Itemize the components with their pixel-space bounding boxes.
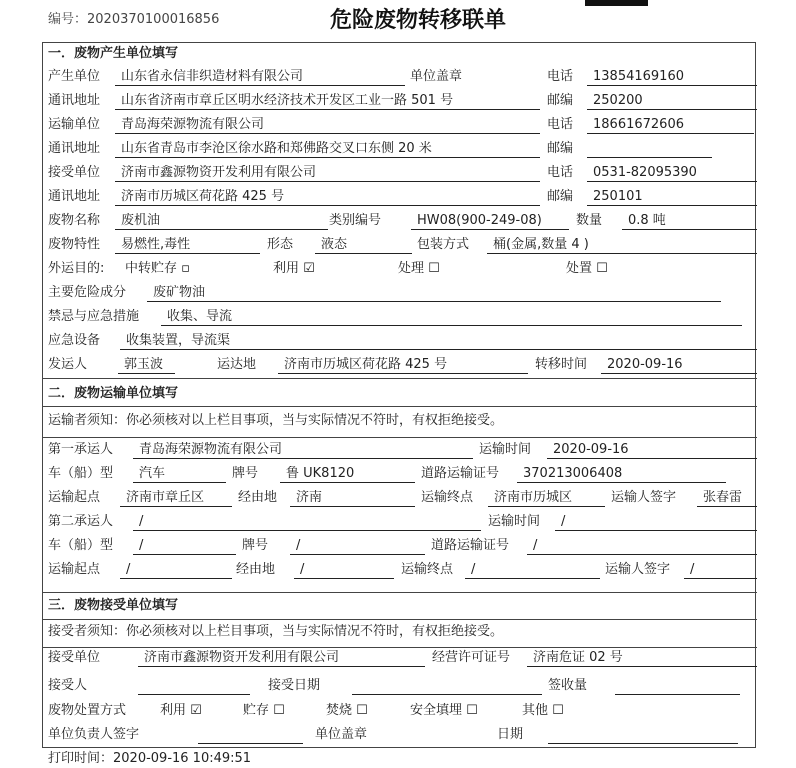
waste-name-label: 废物名称 xyxy=(48,213,101,228)
permit-label: 道路运输证号 xyxy=(431,538,510,553)
second-via-field[interactable]: / xyxy=(294,562,394,579)
property-label: 废物特性 xyxy=(48,237,101,252)
seal-label: 单位盖章 xyxy=(315,727,368,742)
disposal-options-2: 焚烧 ☐ xyxy=(326,703,368,718)
receiver-phone-field[interactable]: 0531-82095390 xyxy=(587,165,757,182)
category-field[interactable]: HW08(900-249-08) xyxy=(411,213,569,230)
sign-label: 运输人签字 xyxy=(605,562,671,577)
zip-label: 邮编 xyxy=(547,189,574,204)
shipper-field[interactable]: 郭玉波 xyxy=(118,357,175,374)
license-label: 经营许可证号 xyxy=(432,650,511,665)
receiver-addr-field[interactable]: 济南市历城区荷花路 425 号 xyxy=(115,189,540,206)
transporter-zip-field[interactable] xyxy=(587,141,712,158)
permit-label: 道路运输证号 xyxy=(421,466,500,481)
first-vehicle-field[interactable]: 汽车 xyxy=(133,466,226,483)
transfer-time-field[interactable]: 2020-09-16 xyxy=(601,357,757,374)
row-divider xyxy=(42,647,757,648)
waste-name-field[interactable]: 废机油 xyxy=(115,213,328,230)
sign-label: 运输人签字 xyxy=(611,490,677,505)
date-label: 接受日期 xyxy=(268,678,321,693)
second-end-field[interactable]: / xyxy=(465,562,600,579)
date-field[interactable] xyxy=(352,678,542,695)
page-title: 危险废物转移联单 xyxy=(330,8,507,33)
row-divider xyxy=(42,437,757,438)
section-heading: 一．废物产生单位填写 xyxy=(48,46,179,61)
seal-label: 单位盖章 xyxy=(410,69,463,84)
person-label: 接受人 xyxy=(48,678,88,693)
start-label: 运输起点 xyxy=(48,490,101,505)
purpose-options-3: 处置 ☐ xyxy=(566,261,608,276)
via-label: 经由地 xyxy=(236,562,276,577)
producer-zip-field[interactable]: 250200 xyxy=(587,93,757,110)
destination-label: 运达地 xyxy=(217,357,257,372)
equipment-field[interactable]: 收集装置，导流渠 xyxy=(120,333,757,350)
plate-label: 牌号 xyxy=(242,538,269,553)
addr-label: 通讯地址 xyxy=(48,93,101,108)
producer-field[interactable]: 山东省永信非织造材料有限公司 xyxy=(115,69,405,86)
end-label: 运输终点 xyxy=(401,562,454,577)
phone-label: 电话 xyxy=(547,117,574,132)
transporter-field[interactable]: 青岛海荣源物流有限公司 xyxy=(115,117,540,134)
second-carrier-field[interactable]: / xyxy=(133,514,481,531)
license-field[interactable]: 济南危证 02 号 xyxy=(527,650,757,667)
serial-number: 编号：2020370100016856 xyxy=(48,12,220,27)
transporter-label: 运输单位 xyxy=(48,117,101,132)
transporter-phone-field[interactable]: 18661672606 xyxy=(587,117,754,134)
qr-code-fragment xyxy=(585,0,648,6)
shipper-label: 发运人 xyxy=(48,357,88,372)
quantity-field[interactable]: 0.8 吨 xyxy=(622,213,757,230)
row-divider xyxy=(42,619,757,620)
day-label: 日期 xyxy=(497,727,524,742)
producer-phone-field[interactable]: 13854169160 xyxy=(587,69,757,86)
taboo-label: 禁忌与应急措施 xyxy=(48,309,140,324)
disposal-options-1: 贮存 ☐ xyxy=(243,703,285,718)
phone-label: 电话 xyxy=(547,69,574,84)
first-start-field[interactable]: 济南市章丘区 xyxy=(120,490,232,507)
person-field[interactable] xyxy=(138,678,250,695)
first-carrier-field[interactable]: 青岛海荣源物流有限公司 xyxy=(133,442,473,459)
packaging-field[interactable]: 桶(金属,数量 4 ) xyxy=(487,237,757,254)
form-label: 形态 xyxy=(267,237,294,252)
time-label: 运输时间 xyxy=(479,442,532,457)
disposal-options-4: 其他 ☐ xyxy=(522,703,564,718)
start-label: 运输起点 xyxy=(48,562,101,577)
first-time-field[interactable]: 2020-09-16 xyxy=(547,442,757,459)
receiver-field[interactable]: 济南市鑫源物资开发利用有限公司 xyxy=(138,650,425,667)
property-field[interactable]: 易燃性,毒性 xyxy=(115,237,260,254)
hazard-field[interactable]: 废矿物油 xyxy=(147,285,721,302)
notice: 运输者须知：你必须核对以上栏目事项，当与实际情况不符时，有权拒绝接受。 xyxy=(48,413,504,428)
row-divider xyxy=(42,406,757,407)
receiver-label: 接受单位 xyxy=(48,650,101,665)
time-label: 运输时间 xyxy=(488,514,541,529)
section-heading: 三．废物接受单位填写 xyxy=(48,598,179,613)
producer-label: 产生单位 xyxy=(48,69,101,84)
addr-label: 通讯地址 xyxy=(48,189,101,204)
transporter-addr-field[interactable]: 山东省青岛市李沧区徐水路和郑佛路交叉口东侧 20 米 xyxy=(115,141,540,158)
second-plate-field[interactable]: / xyxy=(290,538,425,555)
second-start-field[interactable]: / xyxy=(120,562,232,579)
zip-label: 邮编 xyxy=(547,141,574,156)
second-carrier-label: 第二承运人 xyxy=(48,514,114,529)
form-field[interactable]: 液态 xyxy=(315,237,412,254)
section-heading: 二．废物运输单位填写 xyxy=(48,386,179,401)
transfer-time-label: 转移时间 xyxy=(535,357,588,372)
disposal-options-3: 安全填埋 ☐ xyxy=(410,703,478,718)
plate-label: 牌号 xyxy=(232,466,259,481)
signer-field[interactable] xyxy=(198,727,303,744)
via-label: 经由地 xyxy=(238,490,278,505)
vehicle-label: 车（船）型 xyxy=(48,466,114,481)
zip-label: 邮编 xyxy=(547,93,574,108)
amount-label: 签收量 xyxy=(548,678,588,693)
end-label: 运输终点 xyxy=(421,490,474,505)
first-sign-field[interactable]: 张春雷 xyxy=(697,490,757,507)
purpose-options-2: 处理 ☐ xyxy=(398,261,440,276)
addr-label: 通讯地址 xyxy=(48,141,101,156)
receiver-label: 接受单位 xyxy=(48,165,101,180)
packaging-label: 包装方式 xyxy=(417,237,470,252)
phone-label: 电话 xyxy=(547,165,574,180)
quantity-label: 数量 xyxy=(576,213,603,228)
signer-label: 单位负责人签字 xyxy=(48,727,140,742)
row-divider xyxy=(42,378,757,379)
category-label: 类别编号 xyxy=(329,213,382,228)
disposal-options-0: 利用 ☑ xyxy=(160,703,202,718)
disposal-label: 废物处置方式 xyxy=(48,703,127,718)
producer-addr-field[interactable]: 山东省济南市章丘区明水经济技术开发区工业一路 501 号 xyxy=(115,93,540,110)
notice: 接受者须知：你必须核对以上栏目事项，当与实际情况不符时，有权拒绝接受。 xyxy=(48,624,504,639)
row-divider xyxy=(42,592,757,593)
second-permit-field[interactable]: / xyxy=(527,538,757,555)
second-time-field[interactable]: / xyxy=(555,514,757,531)
vehicle-label: 车（船）型 xyxy=(48,538,114,553)
purpose-options-1: 利用 ☑ xyxy=(273,261,315,276)
first-plate-field[interactable]: 鲁 UK8120 xyxy=(280,466,415,483)
print-time: 打印时间：2020-09-16 10:49:51 xyxy=(48,751,252,766)
receiver-field[interactable]: 济南市鑫源物资开发利用有限公司 xyxy=(115,165,540,182)
day-field[interactable] xyxy=(548,727,738,744)
first-permit-field[interactable]: 370213006408 xyxy=(517,466,726,483)
first-via-field[interactable]: 济南 xyxy=(290,490,415,507)
first-carrier-label: 第一承运人 xyxy=(48,442,114,457)
amount-field[interactable] xyxy=(615,678,740,695)
destination-field[interactable]: 济南市历城区荷花路 425 号 xyxy=(278,357,528,374)
first-end-field[interactable]: 济南市历城区 xyxy=(488,490,605,507)
taboo-field[interactable]: 收集、导流 xyxy=(161,309,742,326)
second-sign-field[interactable]: / xyxy=(684,562,757,579)
receiver-zip-field[interactable]: 250101 xyxy=(587,189,757,206)
equipment-label: 应急设备 xyxy=(48,333,101,348)
purpose-options-0: 中转贮存 ▫ xyxy=(125,261,190,276)
second-vehicle-field[interactable]: / xyxy=(133,538,236,555)
hazard-label: 主要危险成分 xyxy=(48,285,127,300)
purpose-label: 外运目的: xyxy=(48,261,105,276)
